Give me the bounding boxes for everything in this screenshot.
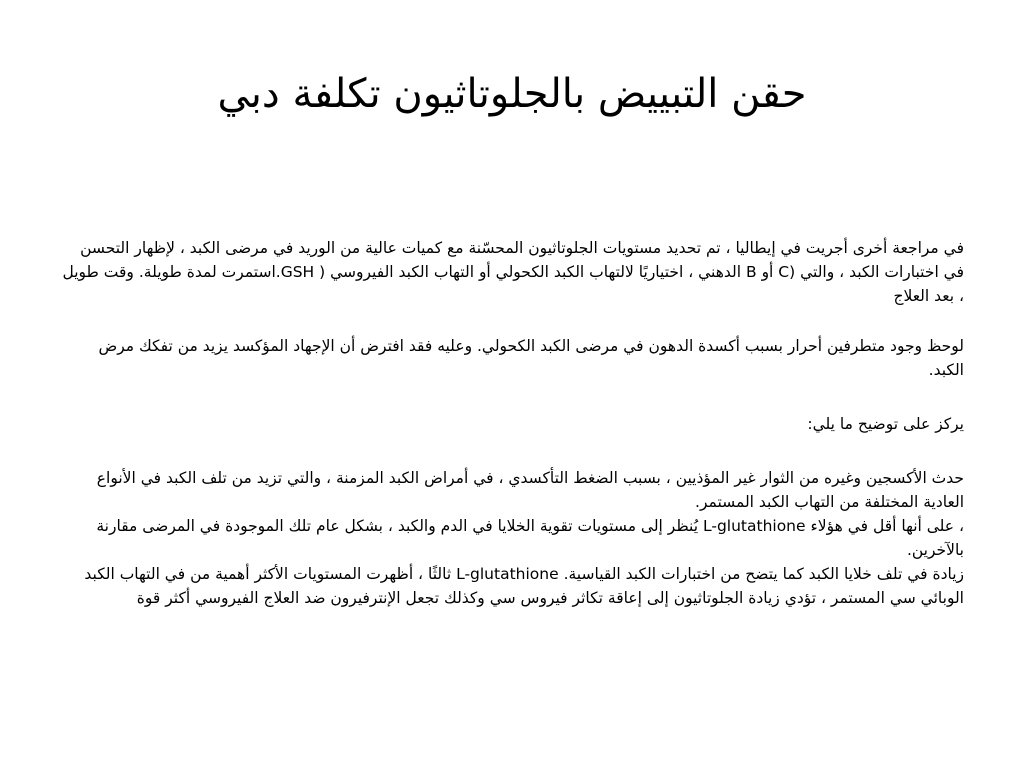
paragraph-free-radicals: لوحظ وجود متطرفين أحرار بسبب أكسدة الدهون في مرضى الكبد الكحولي. وعليه فقد افترض أن الإجهاد المؤكسد يزيد من تفكك مرض الكبد. bbox=[98, 337, 964, 379]
slide-title: حقن التبييض بالجلوتاثيون تكلفة دبي bbox=[217, 71, 807, 117]
slide-body bbox=[62, 236, 964, 610]
paragraph-focus-intro: يركز على توضيح ما يلي: bbox=[807, 415, 964, 433]
paragraph-italy-review: في مراجعة أخرى أجريت في إيطاليا ، تم تحديد مستويات الجلوتاثيون المحسّنة مع كميات عالية من الوريد في مرضى الكبد ، لإظهار التحسن في اختبارات الكبد ، والتي (C أو B الدهني ، اختياريًا لالتهاب الكبد الكحولي أو التهاب الكبد الفيروسي ( GSH.استمرت لمدة طويلة. وقت طويل ، بعد العلاج bbox=[62, 239, 964, 305]
paragraph-oxidative-stress: حدث الأكسجين وغيره من الثوار غير المؤذيين ، بسبب الضغط التأكسدي ، في أمراض الكبد المزمنة ، والتي تزيد من تلف الكبد في الأنواع العادية المختلفة من التهاب الكبد المستمر. bbox=[96, 469, 964, 511]
paragraph-hepatitis-c: زيادة في تلف خلايا الكبد كما يتضح من اختبارات الكبد القياسية. L-glutathione ثالثًا ، أظهرت المستويات الأكثر أهمية من في التهاب الكبد الوبائي سي المستمر ، تؤدي زيادة الجلوتاثيون إلى إعاقة تكاثر فيروس سي وكذلك تجعل الإنترفيرون ضد العلاج الفيروسي أكثر قوة bbox=[84, 565, 964, 607]
paragraph-glutathione-levels: ، على أنها أقل في هؤلاء L-glutathione يُنظر إلى مستويات تقوية الخلايا في الدم والكبد ، بشكل عام تلك الموجودة في المرضى مقارنة بالآخرين. bbox=[96, 517, 964, 559]
